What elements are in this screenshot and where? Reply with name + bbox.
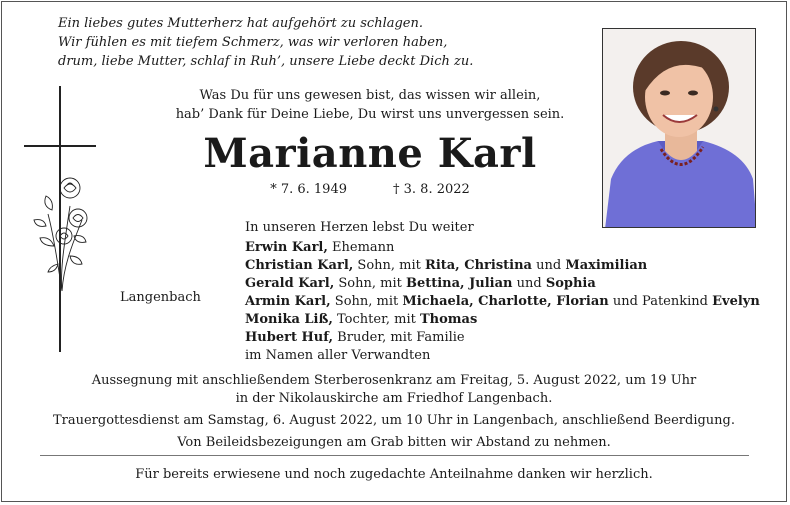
top-poem-line: Ein liebes gutes Mutterherz hat aufgehört zu schlagen. (58, 16, 424, 31)
mourner-relation: und Patenkind (608, 294, 713, 309)
mourners-intro: In unseren Herzen lebst Du weiter (245, 220, 474, 235)
portrait-photo (602, 28, 756, 228)
mourner-name: Rita, Christina (425, 258, 532, 273)
mourner-name: Thomas (419, 312, 478, 327)
mourner-relation: und (531, 258, 566, 273)
mourner-name: Monika Liß, (245, 312, 333, 327)
life-dates (120, 181, 620, 199)
place-name: Langenbach (120, 290, 201, 305)
mourner-relation: und (512, 276, 546, 291)
mourner-relation: Sohn, mit (334, 276, 406, 291)
mourner-name: Sophia (545, 276, 596, 291)
mourner-name: Armin Karl, (245, 294, 331, 309)
birth-date: * 7. 6. 1949 (270, 182, 347, 197)
mourner-name: Evelyn (712, 294, 760, 309)
mourner-name: Bettina, Julian (405, 276, 513, 291)
condolence-request: Von Beileidsbezeigungen am Grab bitten wir Abstand zu nehmen. (177, 435, 611, 450)
mourner-relation: Tochter, mit (332, 312, 420, 327)
mourner-line (245, 239, 760, 257)
blessing-line: Aussegnung mit anschließendem Sterberosenkranz am Freitag, 5. August 2022, um 19 Uhr (91, 373, 697, 388)
mourner-line (245, 275, 760, 293)
top-poem-line: drum, liebe Mutter, schlaf in Ruh’, unsere Liebe deckt Dich zu. (58, 54, 474, 69)
top-poem (58, 14, 473, 71)
mourners-list (245, 219, 760, 365)
mourner-relation: im Namen aller Verwandten (245, 348, 431, 363)
mourner-relation: Ehemann (327, 240, 395, 255)
mourner-line (245, 329, 760, 347)
top-poem-line: Wir fühlen es mit tiefem Schmerz, was wir verloren haben, (58, 35, 448, 50)
funeral-info (14, 372, 774, 452)
thanks-note: Für bereits erwiesene und noch zugedachte Anteilnahme danken wir herzlich. (135, 467, 653, 482)
mourner-name: Gerald Karl, (245, 276, 335, 291)
mourner-line (245, 347, 760, 365)
funeral-mass: Trauergottesdienst am Samstag, 6. August 2022, um 10 Uhr in Langenbach, anschließend Beerdigung. (52, 413, 736, 428)
mourner-relation: Sohn, mit (330, 294, 403, 309)
mourner-name: Christian Karl, (245, 258, 354, 273)
mourner-lines (245, 239, 760, 365)
mourner-name: Hubert Huf, (245, 330, 334, 345)
blessing-line: in der Nikolauskirche am Friedhof Langenbach. (235, 391, 553, 406)
mourner-line (245, 293, 760, 311)
center-poem-line: hab’ Dank für Deine Liebe, Du wirst uns unvergessen sein. (175, 107, 565, 122)
mourner-name: Maximilian (565, 258, 648, 273)
center-poem-line: Was Du für uns gewesen bist, das wissen wir allein, (199, 88, 541, 103)
mourner-line (245, 311, 760, 329)
mourner-relation: Sohn, mit (353, 258, 426, 273)
divider (40, 455, 749, 456)
death-date: † 3. 8. 2022 (393, 182, 470, 197)
deceased-name: Marianne Karl (203, 130, 537, 177)
mourner-line (245, 257, 760, 275)
center-poem (120, 86, 620, 124)
mourner-name: Michaela, Charlotte, Florian (402, 294, 609, 309)
cross-with-roses-icon (24, 86, 98, 352)
mourner-relation: Bruder, mit Familie (333, 330, 465, 345)
mourner-name: Erwin Karl, (245, 240, 328, 255)
